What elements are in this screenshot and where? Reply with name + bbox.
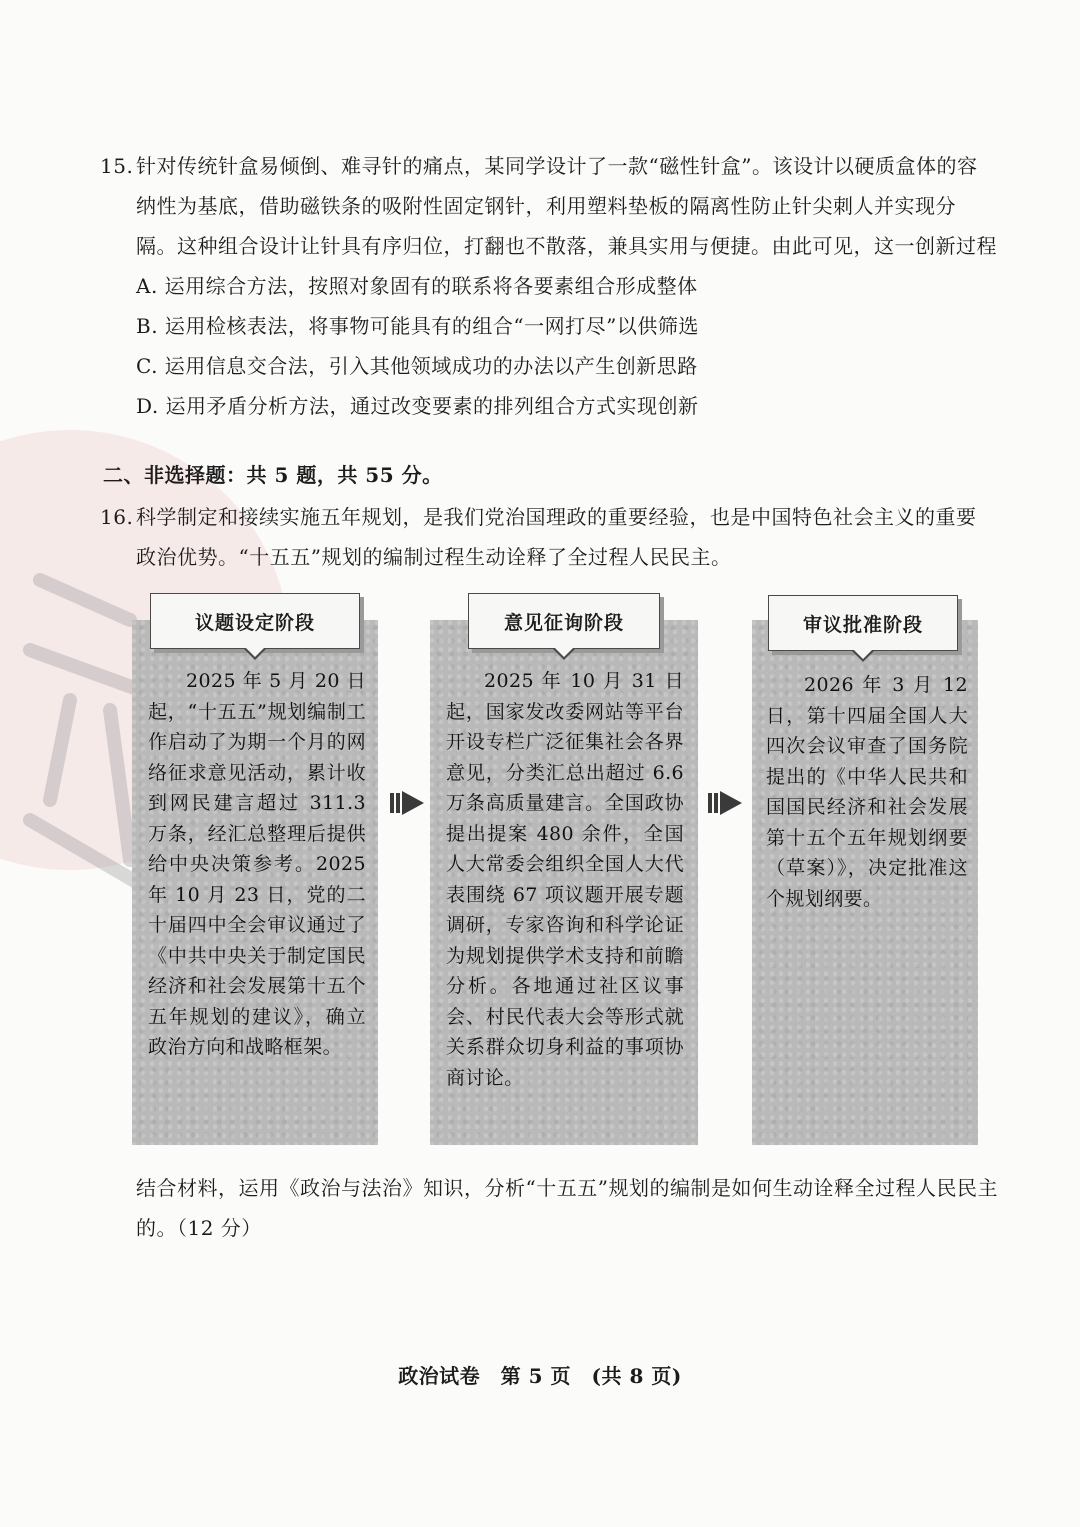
section-heading: 二、非选择题：共 5 题，共 55 分。	[103, 463, 443, 487]
q15-option-d: D. 运用矛盾分析方法，通过改变要素的排列组合方式实现创新	[136, 394, 699, 418]
q16-prompt-line-1: 结合材料，运用《政治与法治》知识，分析“十五五”规划的编制是如何生动诠释全过程人民民主	[136, 1176, 998, 1200]
stage-panel-agenda	[132, 611, 378, 1145]
q16-prompt	[100, 1168, 1000, 1248]
question-15	[100, 146, 1000, 426]
q15-option-a: A. 运用综合方法，按照对象固有的联系将各要素组合形成整体	[136, 274, 698, 298]
q16-line-1: 16. 科学制定和接续实施五年规划，是我们党治国理政的重要经验，也是中国特色社会主义的重要	[100, 497, 1000, 537]
stage-panel-consultation	[430, 611, 698, 1145]
q16-number: 16.	[100, 505, 134, 529]
q16-prompt-line-2: 的。（12 分）	[136, 1216, 262, 1240]
q16-line-2: 政治优势。“十五五”规划的编制过程生动诠释了全过程人民民主。	[136, 545, 732, 569]
stage-text: 2026 年 3 月 12 日，第十四届全国人大四次会议审查了国务院提出的《中华人民共和国国民经济和社会发展第十五个五年规划纲要（草案）》，决定批准这个规划纲要。	[766, 674, 968, 910]
double-chevron-arrow-icon	[390, 790, 424, 816]
q15-line-2: 纳性为基底，借助磁铁条的吸附性固定钢针，利用塑料垫板的隔离性防止针尖刺人并实现分	[136, 194, 956, 218]
q15-option-b: B. 运用检核表法，将事物可能具有的组合“一网打尽”以供筛选	[136, 314, 699, 338]
q15-number: 15.	[100, 154, 134, 178]
question-16	[100, 497, 1000, 577]
stage-panel-approval	[752, 613, 978, 1145]
q15-line-3: 隔。这种组合设计让针具有序归位，打翻也不散落，兼具实用与便捷。由此可见，这一创新过程	[136, 234, 997, 258]
stage-text: 2025 年 10 月 31 日起，国家发改委网站等平台开设专栏广泛征集社会各界意见，分类汇总出超过 6.6 万条高质量建言。全国政协提出提案 480 余件，全国人大常委会组织全国人大代表围绕 67 项议题开展专题调研，专家咨询和科学论证为规划提供学术支持和前瞻分析。各地通过社区议事会、村民代表大会等形式就关系群众切身利益的事项协商讨论。	[446, 670, 684, 1089]
q15-line-1: 15. 针对传统针盒易倾倒、难寻针的痛点，某同学设计了一款“磁性针盒”。该设计以硬质盒体的容	[100, 146, 1000, 186]
stage-title: 意见征询阶段	[468, 593, 660, 649]
stage-title: 审议批准阶段	[768, 595, 958, 651]
double-chevron-arrow-icon	[708, 790, 742, 816]
page-footer: 政治试卷 第 5 页 (共 8 页)	[398, 1364, 682, 1388]
stage-text: 2025 年 5 月 20 日起，“十五五”规划编制工作启动了为期一个月的网络征求意见活动，累计收到网民建言超过 311.3 万条，经汇总整理后提供给中央决策参考。2025 年 10 月 23 日，党的二十届四中全会审议通过了《中共中央关于制定国民经济和社会发展第十五个五年规划的建议》，确立政治方向和战略框架。	[148, 670, 366, 1058]
q15-option-c: C. 运用信息交合法，引入其他领域成功的办法以产生创新思路	[136, 354, 698, 378]
stage-title: 议题设定阶段	[150, 593, 360, 649]
